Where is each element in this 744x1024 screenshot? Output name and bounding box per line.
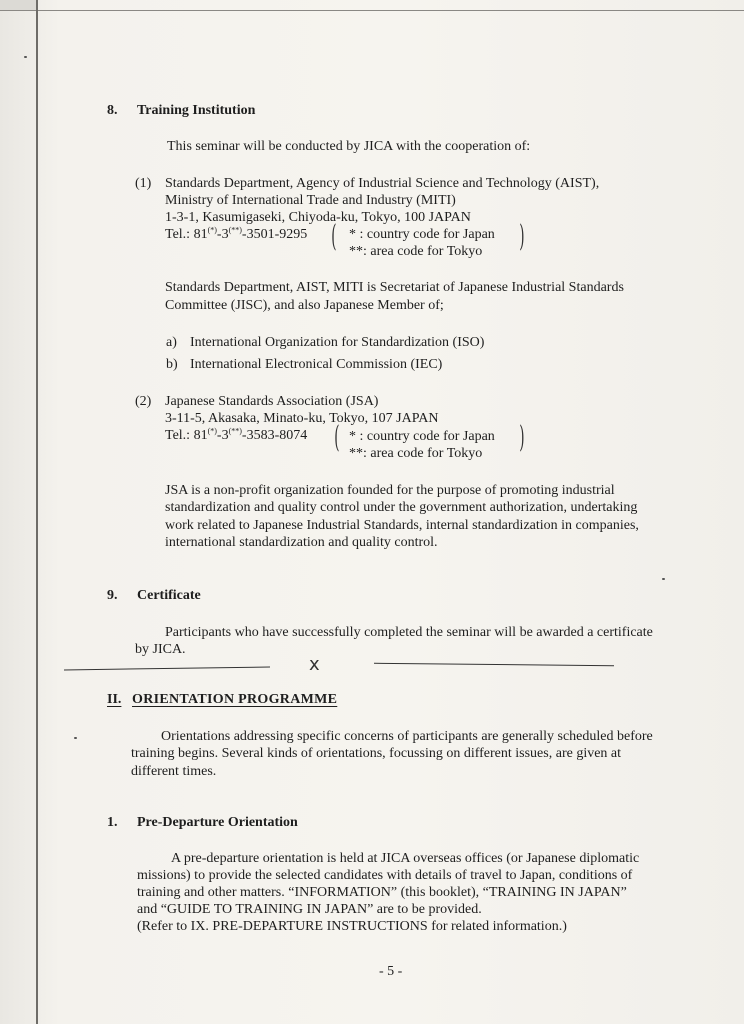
section-ii-number: II. [107,692,122,707]
page-number: - 5 - [379,964,403,979]
section-1-line-4: and “GUIDE TO TRAINING IN JAPAN” are to be provided. [137,902,482,917]
item-2-paragraph-line-1: JSA is a non-profit organization founded for the purpose of promoting industrial [165,483,615,498]
item-1-left-brace: ( [331,219,337,254]
item-a-text: International Organization for Standardization (ISO) [190,335,485,350]
section-9-line-2: by JICA. [135,642,186,657]
section-ii-line-1: Orientations addressing specific concerns of participants are generally scheduled before [161,729,653,744]
scan-speck [662,578,665,580]
item-b-label: b) [166,357,178,372]
item-2-line-2: 3-11-5, Akasaka, Minato-ku, Tokyo, 107 JAPAN [165,411,439,426]
item-2-right-brace: ) [519,420,525,455]
item-2-note-1: * : country code for Japan [349,429,495,444]
item-2-note-2: **: area code for Tokyo [349,446,483,461]
section-1-line-5: (Refer to IX. PRE-DEPARTURE INSTRUCTIONS for related information.) [137,919,567,934]
page-left-edge [36,0,38,1024]
item-2-paragraph-line-3: work related to Japanese Industrial Standards, internal standardization in companies, [165,518,639,533]
section-9-title: Certificate [137,588,201,603]
section-1-line-3: training and other matters. “INFORMATION” (this booklet), “TRAINING IN JAPAN” [137,885,627,900]
item-1-line-3: 1-3-1, Kasumigaseki, Chiyoda-ku, Tokyo, 100 JAPAN [165,210,471,225]
item-1-right-brace: ) [519,219,525,254]
item-1-note-1: * : country code for Japan [349,227,495,242]
item-2-line-1: Japanese Standards Association (JSA) [165,394,379,409]
section-8-title: Training Institution [137,103,256,118]
item-1-label: (1) [135,176,152,191]
section-1-line-2: missions) to provide the selected candidates with details of travel to Japan, conditions of [137,868,633,883]
section-9-line-1: Participants who have successfully completed the seminar will be awarded a certificate [165,625,653,640]
section-1-title: Pre-Departure Orientation [137,815,298,830]
section-ii-title: ORIENTATION PROGRAMME [132,692,338,707]
page-corner-shadow [0,0,36,10]
section-8-intro: This seminar will be conducted by JICA with the cooperation of: [167,139,531,154]
handwritten-line-left [64,667,270,671]
item-2-telephone: Tel.: 81(*)-3(**)-3583-8074 [165,426,308,443]
section-8-number: 8. [107,103,118,118]
item-1-telephone: Tel.: 81(*)-3(**)-3501-9295 [165,225,308,242]
handwritten-cross-mark: ⅹ [309,654,320,675]
item-1-paragraph-line-1: Standards Department, AIST, MITI is Secretariat of Japanese Industrial Standards [165,280,624,295]
scan-speck [24,56,27,58]
scan-speck [74,737,77,739]
item-1-paragraph-line-2: Committee (JISC), and also Japanese Member of; [165,298,444,313]
item-2-left-brace: ( [334,420,340,455]
item-2-paragraph-line-2: standardization and quality control under the government authorization, undertaking [165,500,638,515]
page-top-edge [0,10,744,11]
item-1-note-2: **: area code for Tokyo [349,244,483,259]
section-1-line-1: A pre-departure orientation is held at JICA overseas offices (or Japanese diplomatic [171,851,640,866]
item-1-line-2: Ministry of International Trade and Industry (MITI) [165,193,456,208]
handwritten-line-right [374,663,614,667]
item-1-line-1: Standards Department, Agency of Industrial Science and Technology (AIST), [165,176,600,191]
section-ii-line-2: training begins. Several kinds of orientations, focussing on different issues, are given at [131,746,622,761]
item-a-label: a) [166,335,177,350]
item-2-label: (2) [135,394,152,409]
section-9-number: 9. [107,588,118,603]
item-b-text: International Electronical Commission (IEC) [190,357,443,372]
item-2-paragraph-line-4: international standardization and quality control. [165,535,438,550]
section-ii-line-3: different times. [131,764,217,779]
section-1-number: 1. [107,815,118,830]
